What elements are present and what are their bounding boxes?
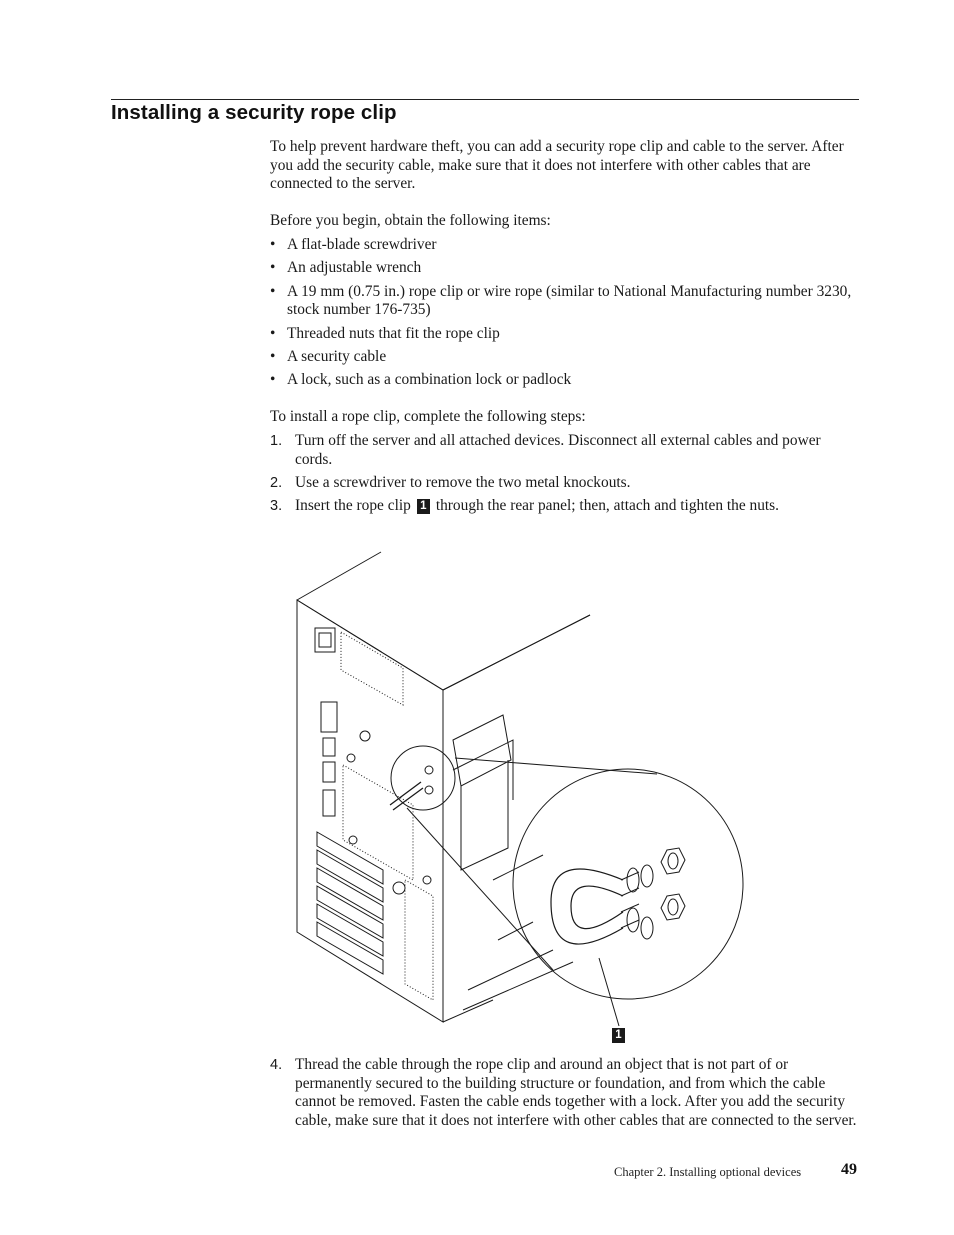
required-items-list [270,236,855,395]
expansion-slots [317,832,383,974]
step-item: 1. Turn off the server and all attached devices. Disconnect all external cables and power cords. [270,432,821,468]
rope-clip-illustration [293,550,753,1050]
rope-clip-icon [551,869,623,944]
callout-leader [599,958,619,1026]
before-begin-text: Before you begin, obtain the following items: [270,212,551,229]
nut-icon [661,894,685,920]
drive-cage [453,715,511,786]
steps-intro-text: To install a rope clip, complete the following steps: [270,408,586,425]
io-port [321,702,337,732]
section-heading: Installing a security rope clip [111,101,397,124]
detail-area-circle [391,746,455,810]
figure-callout-badge: 1 [612,1028,625,1043]
list-item: • Threaded nuts that fit the rope clip [270,324,500,342]
step-item: 2. Use a screwdriver to remove the two metal knockouts. [270,473,631,491]
nut-icon [661,848,685,874]
leader-line [455,758,657,774]
side-panel-edge [443,615,590,690]
bullet-icon: • [270,324,276,342]
steps-list [270,432,860,521]
heading-rule [111,99,859,100]
chassis-top-edge [297,552,381,600]
list-item: • A flat-blade screwdriver [270,236,437,253]
list-item: • An adjustable wrench [270,259,422,277]
list-item: • A 19 mm (0.75 in.) rope clip or wire rope (similar to National Manufacturing number 3230, stock number 176-735) [270,282,852,319]
step-item: 3. Insert the rope clip 1 through the rear panel; then, attach and tighten the nuts. [270,497,780,515]
page-number: 49 [841,1161,857,1178]
vent-grille-fan [343,765,413,880]
bullet-icon: • [270,236,276,253]
step-item: 4. Thread the cable through the rope clip and around an object that is not part of or permanently secured to the building structure or foundation, and from which the cable cannot be removed. Fasten the cable ends together with a lock. After you add the security cable, make sure that it does not interfere with other cables that are connected to the server. [270,1056,857,1129]
bullet-icon: • [270,259,276,277]
intro-paragraph: To help prevent hardware theft, you can add a security rope clip and cable to the server. After you add the security cable, make sure that it does not interfere with other cables that are connected to the server. [270,138,844,192]
bullet-icon: • [270,282,276,300]
footer-chapter: Chapter 2. Installing optional devices [614,1165,802,1179]
bullet-icon: • [270,348,276,366]
washer-icon [641,865,653,887]
vent-grille-top [341,632,403,705]
rear-panel [297,600,443,1022]
power-connector [315,628,335,652]
bullet-icon: • [270,371,276,389]
washer-icon [641,917,653,939]
steps-list-continued [270,1056,860,1135]
list-item: • A security cable [270,348,387,366]
callout-badge: 1 [417,499,430,514]
list-item: • A lock, such as a combination lock or padlock [270,371,572,389]
